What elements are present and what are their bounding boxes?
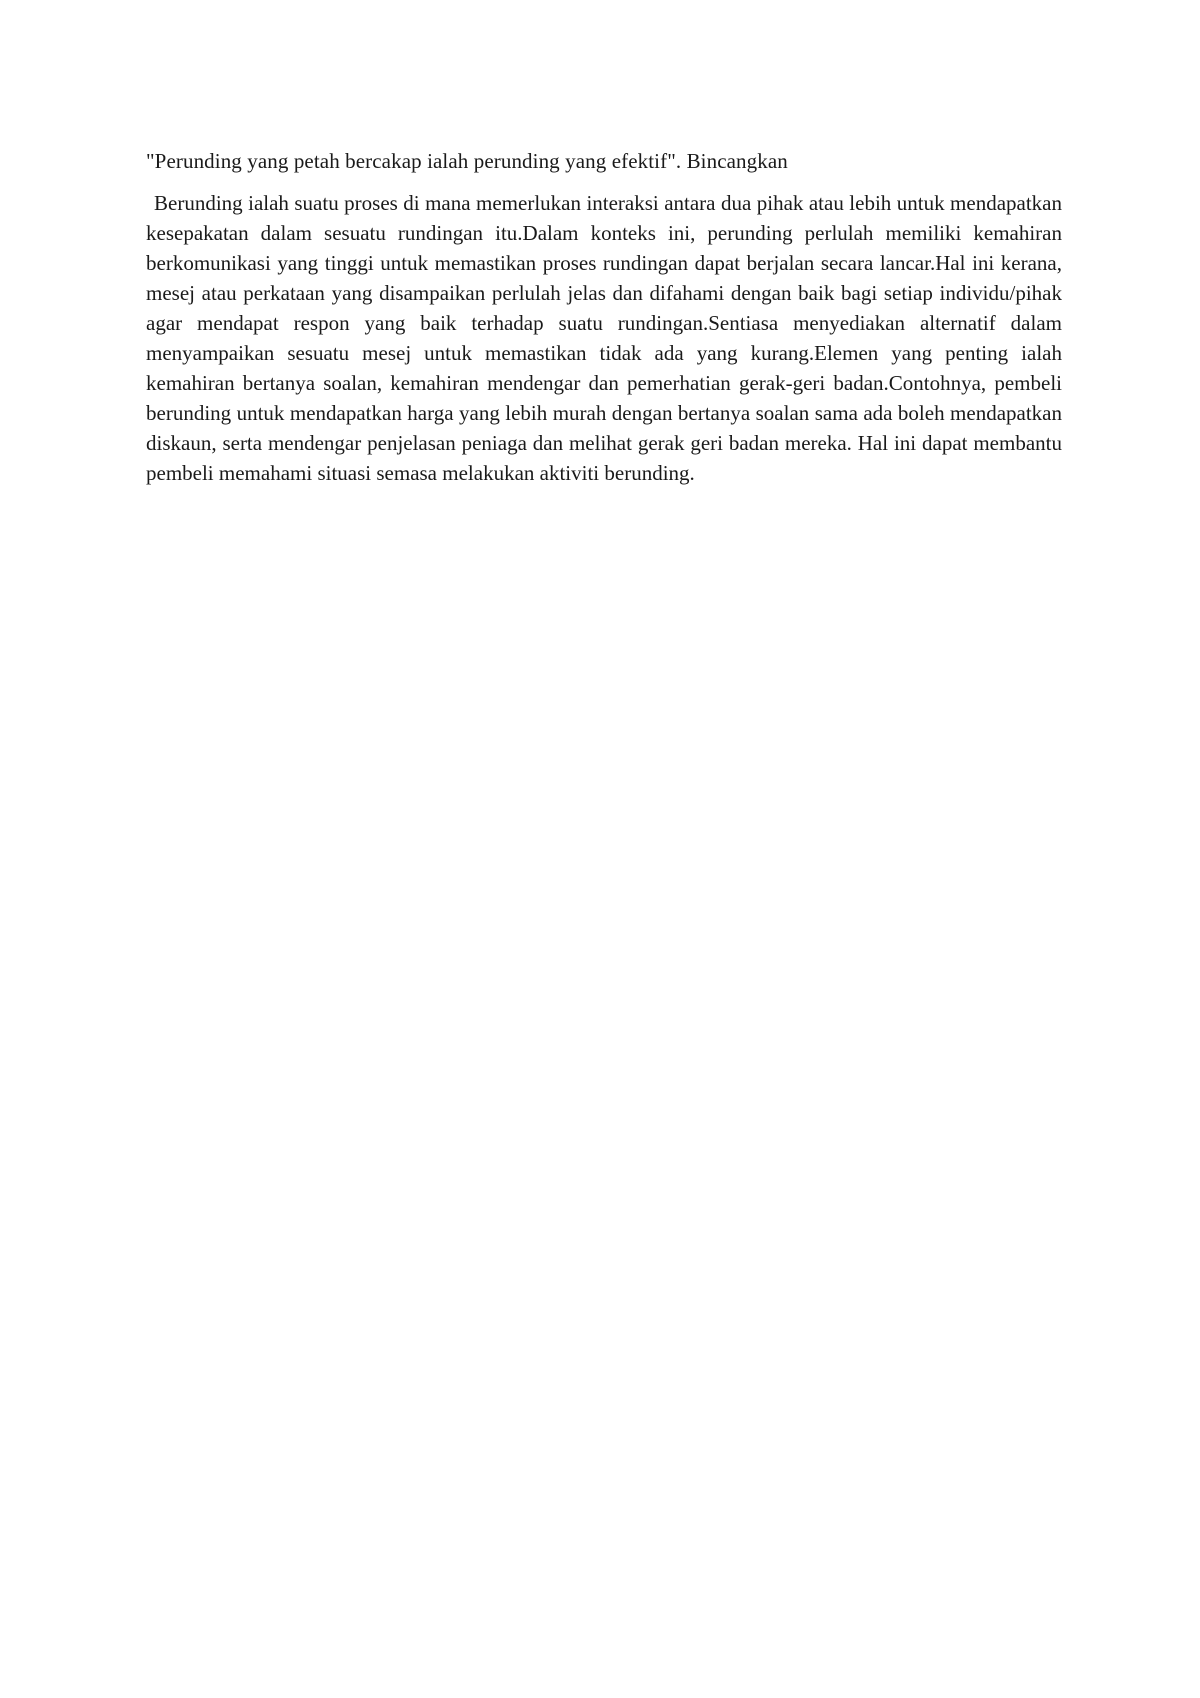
document-content (146, 146, 1062, 488)
document-paragraph: Berunding ialah suatu proses di mana memerlukan interaksi antara dua pihak atau lebih untuk mendapatkan kesepakatan dalam sesuatu rundingan itu.Dalam konteks ini, perunding perlulah memiliki kemahiran berkomunikasi yang tinggi untuk memastikan proses rundingan dapat berjalan secara lancar.Hal ini kerana, mesej atau perkataan yang disampaikan perlulah jelas dan difahami dengan baik bagi setiap individu/pihak agar mendapat respon yang baik terhadap suatu rundingan.Sentiasa menyediakan alternatif dalam menyampaikan sesuatu mesej untuk memastikan tidak ada yang kurang.Elemen yang penting ialah kemahiran bertanya soalan, kemahiran mendengar dan pemerhatian gerak-geri badan.Contohnya, pembeli berunding untuk mendapatkan harga yang lebih murah dengan bertanya soalan sama ada boleh mendapatkan diskaun, serta mendengar penjelasan peniaga dan melihat gerak geri badan mereka. Hal ini dapat membantu pembeli memahami situasi semasa melakukan aktiviti berunding. (146, 191, 1062, 485)
document-title: "Perunding yang petah bercakap ialah perunding yang efektif". Bincangkan (146, 149, 788, 173)
